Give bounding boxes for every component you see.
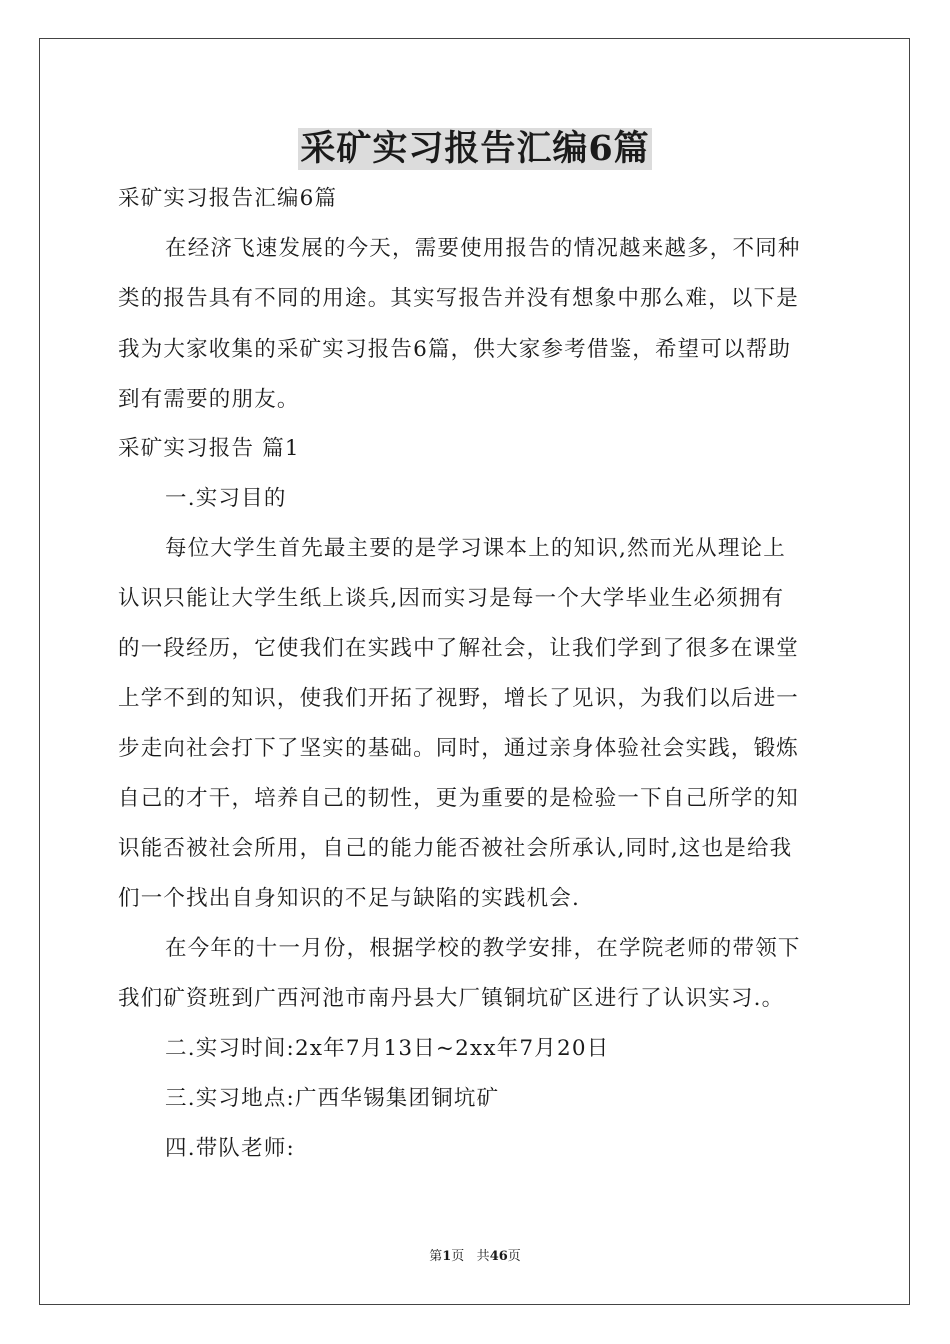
section-heading: 采矿实习报告 篇1	[118, 436, 300, 461]
footer-total-pages: 46	[489, 1249, 508, 1264]
paragraph-line: 上学不到的知识，使我们开拓了视野，增长了见识，为我们以后进一	[118, 686, 800, 711]
paragraph-line: 的一段经历，它使我们在实践中了解社会，让我们学到了很多在课堂	[118, 636, 800, 661]
item-heading: 三.实习地点:广西华锡集团铜坑矿	[165, 1086, 500, 1111]
page-footer	[0, 1248, 950, 1266]
paragraph-line: 在今年的十一月份，根据学校的教学安排，在学院老师的带领下	[165, 936, 801, 961]
paragraph-line: 每位大学生首先最主要的是学习课本上的知识,然而光从理论上	[165, 536, 786, 561]
footer-total-prefix: 共	[476, 1249, 490, 1264]
item-heading: 一.实习目的	[165, 486, 287, 511]
subtitle-line: 采矿实习报告汇编6篇	[118, 186, 338, 211]
paragraph-line: 在经济飞速发展的今天，需要使用报告的情况越来越多，不同种	[165, 236, 801, 261]
paragraph-line: 我为大家收集的采矿实习报告6篇，供大家参考借鉴，希望可以帮助	[118, 337, 792, 362]
paragraph-line: 自己的才干，培养自己的韧性，更为重要的是检验一下自己所学的知	[118, 786, 800, 811]
footer-page-number: 1	[442, 1249, 452, 1264]
paragraph-line: 认识只能让大学生纸上谈兵,因而实习是每一个大学毕业生必须拥有	[118, 586, 785, 611]
footer-page-prefix: 第	[429, 1249, 443, 1264]
paragraph-line: 类的报告具有不同的用途。其实写报告并没有想象中那么难，以下是	[118, 286, 800, 311]
page-border	[39, 38, 910, 1305]
footer-total-suffix: 页	[507, 1249, 521, 1264]
paragraph-line: 到有需要的朋友。	[118, 387, 300, 412]
footer-page-suffix: 页	[451, 1249, 465, 1264]
title-wrap	[0, 128, 950, 170]
paragraph-line: 们一个找出自身知识的不足与缺陷的实践机会.	[118, 886, 581, 911]
document-title: 采矿实习报告汇编6篇	[300, 128, 650, 169]
paragraph-line: 步走向社会打下了坚实的基础。同时，通过亲身体验社会实践，锻炼	[118, 736, 800, 761]
item-heading: 四.带队老师:	[165, 1136, 295, 1161]
paragraph-line: 识能否被社会所用，自己的能力能否被社会所承认,同时,这也是给我	[118, 836, 793, 861]
item-heading: 二.实习时间:2x年7月13日~2xx年7月20日	[165, 1036, 610, 1061]
paragraph-line: 我们矿资班到广西河池市南丹县大厂镇铜坑矿区进行了认识实习.。	[118, 986, 785, 1011]
